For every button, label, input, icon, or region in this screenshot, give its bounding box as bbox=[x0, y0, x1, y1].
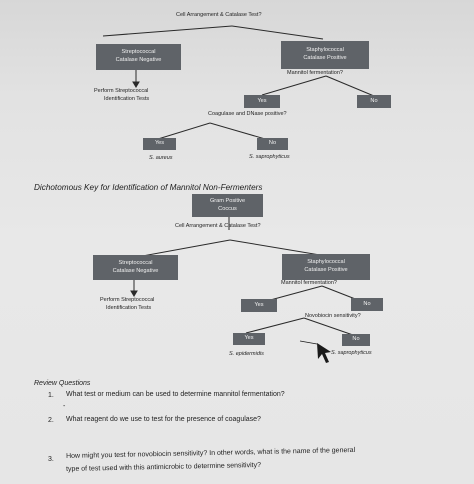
staph-box-line1: Staphylococcal bbox=[306, 47, 344, 54]
no-box-label: No bbox=[370, 97, 378, 104]
gram-box-line1: Gram Positive bbox=[209, 197, 246, 204]
question-3-line2: type of test used with this antimicrobic to determine sensitivity? bbox=[66, 461, 262, 473]
staph-box-line1: Staphylococcal bbox=[307, 259, 345, 266]
strep-box-line1: Streptococcal bbox=[118, 259, 153, 266]
yes2-box-top bbox=[143, 138, 176, 150]
mannitol-label-top: Mannitol fermentation? bbox=[287, 70, 343, 76]
perform-label-top-2: Identification Tests bbox=[104, 96, 150, 102]
result-s-saprophyticus-bottom: S. saprophyticus bbox=[331, 350, 372, 356]
strep-box-line2: Catalase Negative bbox=[112, 267, 159, 274]
strep-box-top bbox=[96, 44, 181, 70]
novobiocin-label: Novobiocin sensitivity? bbox=[305, 313, 361, 319]
result-s-saprophyticus-top: S. saprophyticus bbox=[249, 154, 290, 160]
perform-label-bottom-2: Identification Tests bbox=[106, 305, 152, 311]
gram-positive-box bbox=[192, 194, 263, 217]
review-heading: Review Questions bbox=[34, 380, 91, 387]
cell-arrangement-label-top: Cell Arrangement & Catalase Test? bbox=[176, 12, 262, 18]
question-1-text: What test or medium can be used to determine mannitol fermentation? bbox=[66, 391, 285, 398]
question-3-number: 3. bbox=[48, 456, 54, 463]
coagulase-label: Coagulase and DNase positive? bbox=[208, 111, 287, 117]
no2-box-top bbox=[257, 138, 288, 150]
gram-box-line2: Coccus bbox=[218, 205, 237, 212]
no2-box-bottom bbox=[342, 334, 370, 346]
result-s-aureus: S. aureus bbox=[149, 155, 173, 161]
staph-box-line2: Catalase Positive bbox=[303, 55, 347, 61]
no2-box-label: No bbox=[352, 336, 360, 343]
question-2-number: 2. bbox=[48, 417, 54, 424]
yes2-box-label: Yes bbox=[244, 335, 254, 342]
result-s-epidermidis: S. epidermidis bbox=[229, 351, 264, 357]
stray-dash: - bbox=[63, 403, 66, 410]
perform-label-bottom-1: Perform Streptococcal bbox=[100, 297, 155, 303]
question-3-line1: How might you test for novobiocin sensitivity? In other words, what is the name of the general bbox=[66, 446, 356, 460]
key-heading: Dichotomous Key for Identification of Mannitol Non-Fermenters bbox=[34, 183, 263, 192]
perform-label-top-1: Perform Streptococcal bbox=[94, 88, 149, 94]
no-box-bottom bbox=[351, 298, 383, 311]
staph-box-bottom bbox=[282, 254, 370, 280]
no-box-top bbox=[357, 95, 391, 108]
no-box-label: No bbox=[363, 300, 371, 307]
yes-box-label: Yes bbox=[257, 97, 267, 104]
strep-box-bottom bbox=[93, 255, 178, 280]
no2-box-label: No bbox=[268, 140, 277, 147]
yes2-box-bottom bbox=[233, 333, 265, 345]
yes-box-top bbox=[244, 95, 280, 108]
cell-arrangement-label-bottom: Cell Arrangement & Catalase Test? bbox=[175, 223, 261, 229]
yes2-box-label: Yes bbox=[154, 140, 165, 147]
yes-box-bottom bbox=[241, 299, 277, 312]
yes-box-label: Yes bbox=[254, 301, 264, 308]
staph-box-line2: Catalase Positive bbox=[304, 267, 348, 273]
staph-box-top bbox=[281, 41, 369, 69]
question-2-text: What reagent do we use to test for the presence of coagulase? bbox=[66, 416, 261, 423]
question-1-number: 1. bbox=[48, 392, 54, 399]
strep-box-line2: Catalase Negative bbox=[115, 57, 162, 63]
mannitol-label-bottom: Mannitol fermentation? bbox=[281, 280, 337, 286]
strep-box-line1: Streptococcal bbox=[121, 49, 156, 56]
